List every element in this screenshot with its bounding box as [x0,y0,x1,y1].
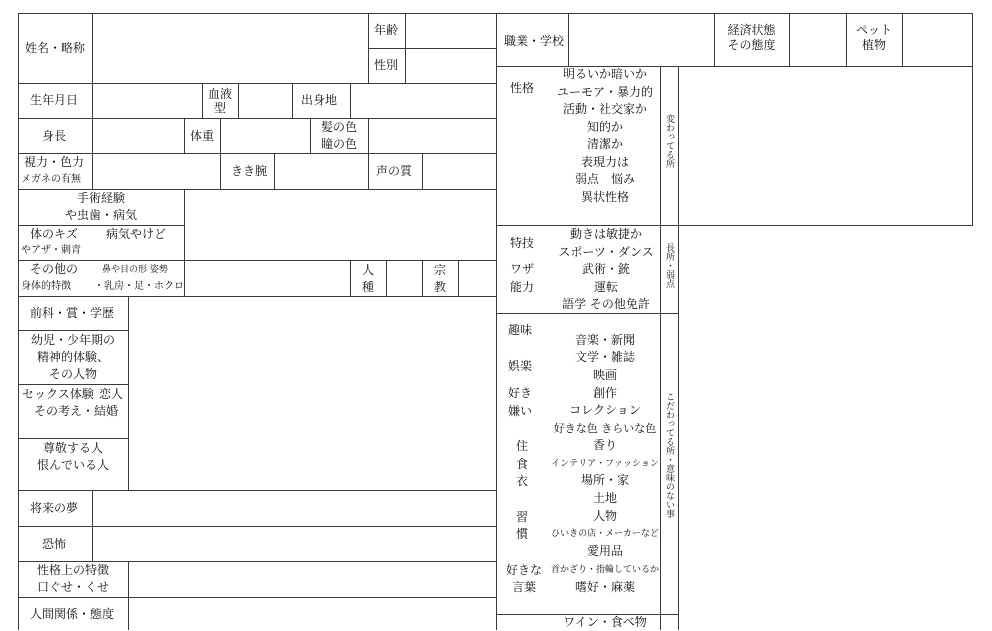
birthplace-label: 出身地 [301,93,338,107]
food-label: 食 [516,457,529,471]
scars-label-1: 体のキズ [30,227,78,241]
skills-items: 動きは敏捷か スポーツ・ダンス 武術・銃 運転 語学 その他免許 [558,227,654,311]
hobby-item: 好きな色 きらいな色 [553,422,657,435]
scars-label-2: 病気やけど [106,227,167,241]
hobby-item: 文学・雑誌 [574,350,635,364]
surgery-label: 手術経験 や虫歯・病気 [64,191,137,222]
dislikes-label: 嫌い [508,404,533,418]
voice-label: 声の質 [376,164,413,178]
respect-label: 尊敬する人 恨んでいる人 [36,441,109,472]
economy-label: 経済状態 その態度 [727,23,776,52]
hobby-item: 嗜好・麻薬 [574,580,635,594]
personality-label: 性格 [510,81,535,95]
race-label: 人 種 [361,263,374,294]
skills-label-1: 特技 [510,236,535,250]
name-label: 姓名・略称 [25,41,86,55]
hobby-item: 香り [592,438,617,452]
sex-label-3: その考え・結婚 [34,404,119,418]
fear-label: 恐怖 [42,537,67,551]
custom-label-2: 慣 [516,527,529,541]
handedness-label: きき腕 [231,164,268,178]
personality-side-label: 変わってる所 [664,114,674,168]
scars-label-3: やアザ・刺青 [21,245,81,256]
hobby-item: コレクション [569,403,641,417]
skills-label-3: 能力 [510,280,535,294]
birthdate-label: 生年月日 [30,93,79,107]
sex-label-2: 恋人 [99,387,124,401]
childhood-label: 幼児・少年期の 精神的体験、 その人物 [30,333,115,381]
fav-words-label-1: 好きな [506,563,543,577]
job-label: 職業・学校 [504,34,565,48]
dream-label: 将来の夢 [30,501,79,515]
hobby-item: ひいきの店・メーカーなど [551,529,659,539]
hobby-item: 映画 [592,368,617,382]
glasses-label: メガネの有無 [21,174,81,185]
hair-eye-color-label: 髪の色 瞳の色 [320,120,357,151]
hobby-item: インテリア・ファッション [551,459,659,469]
hobby-item: 場所・家 [580,473,629,487]
hobby-item: 人物 [592,509,617,523]
hobby-item: 愛用品 [586,544,623,558]
clothing-label: 衣 [516,474,529,488]
custom-label-1: 習 [516,510,529,524]
hobby-item: 音楽・新聞 [574,333,635,347]
religion-label: 宗 教 [433,263,446,294]
hobby-item: 創作 [592,386,617,400]
gender-label: 性別 [374,58,399,72]
weight-label: 体重 [190,129,215,143]
pet-label: ペット 植物 [855,23,892,52]
hobby-item: 土地 [592,491,617,505]
other-features-label-1: その他の [30,262,79,276]
skills-label-2: ワザ [510,262,535,276]
other-features-label-3: 身体的特徴 [21,281,71,292]
other-features-label-2: 鼻や目の形 姿勢 [102,265,168,275]
entertainment-label: 娯楽 [508,359,533,373]
sex-label-1: セックス体験 [22,387,94,401]
trait-label: 性格上の特徴 口ぐせ・くせ [36,563,109,594]
hobby-label: 趣味 [508,323,533,337]
blood-type-label: 血液 型 [207,87,232,115]
age-label: 年齢 [374,23,399,37]
likes-label: 好き [508,386,533,400]
fav-words-label-2: 言葉 [512,580,537,594]
housing-label: 住 [516,439,529,453]
skills-side-label: 長所・弱点 [664,243,674,288]
bottom-item: ワイン・食べ物 [563,615,647,629]
record-label: 前科・賞・学歴 [30,306,115,320]
relations-label: 人間関係・態度 [30,607,115,621]
other-features-label-4: ・乳房・足・ホクロ [94,281,184,292]
personality-items: 明るいか暗いか ユーモア・暴力的 活動・社交家か 知的か 清潔か 表現力は 弱点 悩み 異状性格 [556,67,653,204]
hobby-item: 首かざり・指輪しているか [550,565,659,575]
hobby-side-label: こだわってる所・意味のない事 [664,392,674,518]
vision-color-label: 視力・色力 [24,155,85,169]
height-label: 身長 [42,129,67,143]
